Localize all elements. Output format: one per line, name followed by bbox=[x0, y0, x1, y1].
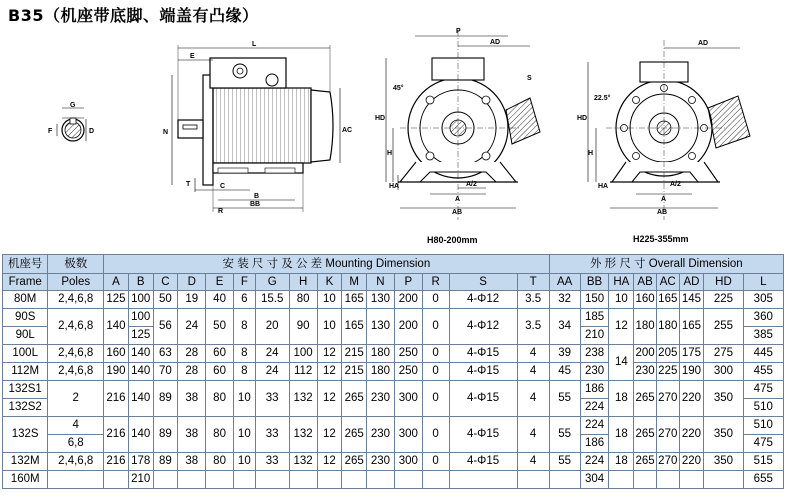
cell bbox=[342, 471, 367, 489]
cell: 100 bbox=[128, 291, 153, 309]
cell: 385 bbox=[743, 327, 783, 345]
cell: 4-Φ12 bbox=[449, 309, 517, 345]
cell: 265 bbox=[634, 417, 657, 453]
cell: 224 bbox=[580, 453, 609, 471]
dim-angle-45: 45° bbox=[393, 85, 404, 92]
cell: 112 bbox=[289, 363, 317, 381]
cell: 224 bbox=[580, 417, 609, 435]
cell: 225 bbox=[704, 291, 743, 309]
cell: 132S1 bbox=[3, 381, 48, 399]
cell: 0 bbox=[422, 417, 449, 453]
cell bbox=[104, 471, 129, 489]
cell: 89 bbox=[153, 381, 178, 417]
cell: 132 bbox=[289, 381, 317, 417]
cell: 8 bbox=[234, 363, 256, 381]
col-r: R bbox=[422, 274, 449, 291]
cell: 0 bbox=[422, 381, 449, 417]
table-row bbox=[3, 309, 784, 327]
cell: 265 bbox=[342, 417, 367, 453]
cell: 350 bbox=[704, 381, 743, 417]
cell: 140 bbox=[104, 309, 129, 345]
cell: 33 bbox=[255, 381, 289, 417]
table-row bbox=[3, 471, 784, 489]
cell: 0 bbox=[422, 345, 449, 363]
cell: 270 bbox=[656, 417, 679, 453]
cell: 15.5 bbox=[255, 291, 289, 309]
cell bbox=[394, 471, 422, 489]
cell: 160 bbox=[104, 345, 129, 363]
cell: 200 bbox=[394, 309, 422, 345]
cell: 63 bbox=[153, 345, 178, 363]
cell bbox=[367, 471, 395, 489]
col-p: P bbox=[394, 274, 422, 291]
cell: 360 bbox=[743, 309, 783, 327]
cell: 10 bbox=[317, 291, 342, 309]
col-ha: HA bbox=[609, 274, 634, 291]
dim-h: H bbox=[387, 150, 393, 157]
cell: 145 bbox=[679, 291, 704, 309]
col-a: A bbox=[104, 274, 129, 291]
dim-a: A bbox=[455, 196, 461, 203]
page-title: B35（机座带底脚、端盖有凸缘） bbox=[8, 6, 259, 25]
cell bbox=[517, 471, 549, 489]
cell: 100 bbox=[289, 345, 317, 363]
header-frame-en: Frame bbox=[3, 274, 48, 291]
col-bb: BB bbox=[580, 274, 609, 291]
cell: 220 bbox=[679, 453, 704, 471]
dim-ab: AB bbox=[452, 209, 463, 216]
cell: 38 bbox=[178, 417, 206, 453]
col-hd: HD bbox=[704, 274, 743, 291]
cell: 238 bbox=[580, 345, 609, 363]
cell: 224 bbox=[580, 399, 609, 417]
col-t: T bbox=[517, 274, 549, 291]
cell: 186 bbox=[580, 381, 609, 399]
cell: 190 bbox=[679, 363, 704, 381]
cell: 350 bbox=[704, 453, 743, 471]
cell: 515 bbox=[743, 453, 783, 471]
cell: 10 bbox=[317, 309, 342, 345]
cell: 132 bbox=[289, 453, 317, 471]
dim-h-large: H bbox=[588, 150, 594, 157]
cell: 510 bbox=[743, 399, 783, 417]
cell bbox=[48, 471, 104, 489]
cell: 24 bbox=[255, 345, 289, 363]
cell: 55 bbox=[549, 453, 580, 471]
caption-h80-200: H80-200mm bbox=[427, 235, 478, 245]
dim-t: T bbox=[186, 181, 191, 188]
dim-b: B bbox=[254, 193, 260, 200]
table-header-row-2 bbox=[3, 274, 784, 291]
cell: 165 bbox=[679, 309, 704, 345]
col-m: M bbox=[342, 274, 367, 291]
cell: 4 bbox=[517, 363, 549, 381]
cell: 4-Φ15 bbox=[449, 381, 517, 417]
dim-ad-large: AD bbox=[698, 40, 709, 47]
cell: 265 bbox=[342, 381, 367, 417]
cell: 150 bbox=[580, 291, 609, 309]
cell: 6 bbox=[234, 291, 256, 309]
cell: 4-Φ15 bbox=[449, 417, 517, 453]
cell: 0 bbox=[422, 309, 449, 345]
cell: 220 bbox=[679, 381, 704, 417]
cell: 165 bbox=[656, 291, 679, 309]
cell: 90S bbox=[3, 309, 48, 327]
cell: 270 bbox=[656, 381, 679, 417]
cell: 230 bbox=[580, 363, 609, 381]
dim-d: D bbox=[89, 128, 95, 135]
cell: 10 bbox=[609, 291, 634, 309]
cell: 60 bbox=[206, 363, 234, 381]
cell: 300 bbox=[704, 363, 743, 381]
cell: 185 bbox=[580, 309, 609, 327]
cell: 80 bbox=[206, 417, 234, 453]
motor-side-view bbox=[163, 41, 352, 215]
cell: 6,8 bbox=[48, 435, 104, 453]
cell: 265 bbox=[634, 453, 657, 471]
col-aa: AA bbox=[549, 274, 580, 291]
dim-hd: HD bbox=[375, 115, 386, 122]
cell: 90L bbox=[3, 327, 48, 345]
header-mounting-dimension: 安 装 尺 寸 及 公 差 Mounting Dimension bbox=[104, 255, 550, 274]
cell: 4-Φ15 bbox=[449, 345, 517, 363]
cell: 655 bbox=[743, 471, 783, 489]
cell: 210 bbox=[128, 471, 153, 489]
cell: 160 bbox=[634, 291, 657, 309]
cell: 186 bbox=[580, 435, 609, 453]
cell: 220 bbox=[679, 417, 704, 453]
dim-f: F bbox=[48, 128, 53, 135]
cell: 225 bbox=[656, 363, 679, 381]
cell: 305 bbox=[743, 291, 783, 309]
col-ab: AB bbox=[634, 274, 657, 291]
cell bbox=[317, 471, 342, 489]
cell: 300 bbox=[394, 453, 422, 471]
cell: 2,4,6,8 bbox=[48, 363, 104, 381]
cell: 455 bbox=[743, 363, 783, 381]
cell: 12 bbox=[317, 345, 342, 363]
cell: 80 bbox=[206, 453, 234, 471]
cell: 250 bbox=[394, 345, 422, 363]
cell bbox=[549, 471, 580, 489]
motor-end-view-large bbox=[577, 40, 750, 244]
cell: 140 bbox=[128, 381, 153, 417]
dim-hd-large: HD bbox=[577, 115, 588, 122]
cell: 178 bbox=[128, 453, 153, 471]
dim-p: P bbox=[456, 28, 461, 35]
cell: 125 bbox=[128, 327, 153, 345]
cell: 132 bbox=[289, 417, 317, 453]
cell: 140 bbox=[128, 345, 153, 363]
table-row bbox=[3, 381, 784, 399]
cell: 230 bbox=[367, 453, 395, 471]
table-row bbox=[3, 291, 784, 309]
dim-e: E bbox=[190, 53, 195, 60]
dim-ad: AD bbox=[490, 39, 501, 46]
cell: 165 bbox=[342, 291, 367, 309]
cell: 40 bbox=[206, 291, 234, 309]
dimension-table bbox=[2, 254, 784, 489]
cell: 270 bbox=[656, 453, 679, 471]
cell: 55 bbox=[549, 381, 580, 417]
cell bbox=[634, 471, 657, 489]
cell: 8 bbox=[234, 345, 256, 363]
cell: 10 bbox=[234, 417, 256, 453]
cell: 130 bbox=[367, 291, 395, 309]
cell: 112M bbox=[3, 363, 48, 381]
cell: 132S2 bbox=[3, 399, 48, 417]
cell: 200 bbox=[634, 345, 657, 363]
cell: 0 bbox=[422, 363, 449, 381]
cell: 24 bbox=[178, 309, 206, 345]
cell: 165 bbox=[342, 309, 367, 345]
cell: 255 bbox=[704, 309, 743, 345]
dim-n: N bbox=[163, 129, 169, 136]
dim-g: G bbox=[70, 102, 76, 109]
cell: 18 bbox=[609, 417, 634, 453]
cell: 8 bbox=[234, 309, 256, 345]
cell: 4 bbox=[517, 381, 549, 417]
cell: 210 bbox=[580, 327, 609, 345]
cell: 12 bbox=[317, 417, 342, 453]
cell: 38 bbox=[178, 381, 206, 417]
cell: 4-Φ12 bbox=[449, 291, 517, 309]
cell: 28 bbox=[178, 363, 206, 381]
cell: 80 bbox=[206, 381, 234, 417]
col-k: K bbox=[317, 274, 342, 291]
cell: 18 bbox=[609, 453, 634, 471]
cell: 250 bbox=[394, 363, 422, 381]
col-n: N bbox=[367, 274, 395, 291]
cell: 265 bbox=[342, 453, 367, 471]
cell: 80 bbox=[289, 291, 317, 309]
cell: 33 bbox=[255, 453, 289, 471]
cell: 10 bbox=[234, 381, 256, 417]
cell: 2,4,6,8 bbox=[48, 345, 104, 363]
cell: 130 bbox=[367, 309, 395, 345]
table-header-row-1 bbox=[3, 255, 784, 274]
dimension-table-wrapper bbox=[2, 254, 788, 502]
cell: 0 bbox=[422, 453, 449, 471]
col-ac: AC bbox=[656, 274, 679, 291]
cell: 140 bbox=[128, 363, 153, 381]
dim-a-large: A bbox=[661, 196, 667, 203]
cell: 4 bbox=[517, 417, 549, 453]
cell: 300 bbox=[394, 417, 422, 453]
cell bbox=[704, 471, 743, 489]
cell: 39 bbox=[549, 345, 580, 363]
cell: 350 bbox=[704, 417, 743, 453]
cell: 100 bbox=[128, 309, 153, 327]
cell: 190 bbox=[104, 363, 129, 381]
caption-h225-355: H225-355mm bbox=[633, 234, 689, 244]
cell: 20 bbox=[255, 309, 289, 345]
cell: 215 bbox=[342, 345, 367, 363]
cell: 70 bbox=[153, 363, 178, 381]
cell bbox=[234, 471, 256, 489]
cell: 34 bbox=[549, 309, 580, 345]
cell: 3.5 bbox=[517, 309, 549, 345]
cell: 10 bbox=[234, 453, 256, 471]
cell: 216 bbox=[104, 381, 129, 417]
cell: 2,4,6,8 bbox=[48, 309, 104, 345]
col-c: C bbox=[153, 274, 178, 291]
cell: 12 bbox=[317, 453, 342, 471]
cell: 4 bbox=[517, 453, 549, 471]
cell: 12 bbox=[609, 309, 634, 345]
cell: 125 bbox=[104, 291, 129, 309]
table-row bbox=[3, 417, 784, 435]
cell: 56 bbox=[153, 309, 178, 345]
dim-s: S bbox=[527, 75, 532, 82]
col-g: G bbox=[255, 274, 289, 291]
table-row bbox=[3, 363, 784, 381]
cell: 132M bbox=[3, 453, 48, 471]
header-poles-cn: 极数 bbox=[48, 255, 104, 274]
cell: 4 bbox=[48, 417, 104, 435]
cell: 180 bbox=[634, 309, 657, 345]
col-ad: AD bbox=[679, 274, 704, 291]
col-d: D bbox=[178, 274, 206, 291]
cell: 28 bbox=[178, 345, 206, 363]
dim-a2-large: A/2 bbox=[670, 181, 681, 188]
cell: 80M bbox=[3, 291, 48, 309]
cell: 2,4,6,8 bbox=[48, 453, 104, 471]
cell bbox=[255, 471, 289, 489]
cell: 475 bbox=[743, 381, 783, 399]
cell: 230 bbox=[367, 417, 395, 453]
cell: 4-Φ15 bbox=[449, 363, 517, 381]
cell: 2 bbox=[48, 381, 104, 417]
cell: 265 bbox=[634, 381, 657, 417]
cell: 300 bbox=[394, 381, 422, 417]
cell: 140 bbox=[128, 417, 153, 453]
cell bbox=[289, 471, 317, 489]
cell bbox=[206, 471, 234, 489]
col-b: B bbox=[128, 274, 153, 291]
cell: 14 bbox=[609, 345, 634, 381]
col-h: H bbox=[289, 274, 317, 291]
cell: 216 bbox=[104, 417, 129, 453]
cell: 89 bbox=[153, 417, 178, 453]
cell: 200 bbox=[394, 291, 422, 309]
cell: 205 bbox=[656, 345, 679, 363]
cell: 275 bbox=[704, 345, 743, 363]
header-frame-cn: 机座号 bbox=[3, 255, 48, 274]
cell: 38 bbox=[178, 453, 206, 471]
table-row bbox=[3, 345, 784, 363]
cell: 230 bbox=[634, 363, 657, 381]
dim-c: C bbox=[220, 183, 226, 190]
cell: 160M bbox=[3, 471, 48, 489]
table-row bbox=[3, 453, 784, 471]
cell: 4 bbox=[517, 345, 549, 363]
cell: 12 bbox=[317, 363, 342, 381]
dim-ha: HA bbox=[389, 183, 400, 190]
cell: 4-Φ15 bbox=[449, 453, 517, 471]
cell bbox=[178, 471, 206, 489]
cell: 18 bbox=[609, 381, 634, 417]
col-e: E bbox=[206, 274, 234, 291]
cell: 50 bbox=[153, 291, 178, 309]
cell: 304 bbox=[580, 471, 609, 489]
cell: 89 bbox=[153, 453, 178, 471]
cell: 216 bbox=[104, 453, 129, 471]
col-f: F bbox=[234, 274, 256, 291]
dim-ab-large: AB bbox=[657, 209, 668, 216]
motor-end-view-small bbox=[375, 28, 540, 245]
dim-l: L bbox=[252, 41, 257, 48]
cell bbox=[609, 471, 634, 489]
dim-bb: BB bbox=[250, 201, 261, 208]
cell: 100L bbox=[3, 345, 48, 363]
cell: 24 bbox=[255, 363, 289, 381]
cell: 33 bbox=[255, 417, 289, 453]
header-overall-dimension: 外 形 尺 寸 Overall Dimension bbox=[549, 255, 783, 274]
dim-angle-22-5: 22.5° bbox=[594, 95, 611, 102]
cell: 475 bbox=[743, 435, 783, 453]
cell: 445 bbox=[743, 345, 783, 363]
cell: 2,4,6,8 bbox=[48, 291, 104, 309]
cell: 132S bbox=[3, 417, 48, 453]
cell bbox=[679, 471, 704, 489]
cell bbox=[656, 471, 679, 489]
dim-ac: AC bbox=[342, 127, 353, 134]
cell: 3.5 bbox=[517, 291, 549, 309]
cell: 510 bbox=[743, 417, 783, 435]
dim-ha-large: HA bbox=[598, 183, 609, 190]
cell: 32 bbox=[549, 291, 580, 309]
header-poles-en: Poles bbox=[48, 274, 104, 291]
cell: 12 bbox=[317, 381, 342, 417]
cell: 0 bbox=[422, 291, 449, 309]
cell: 175 bbox=[679, 345, 704, 363]
cell: 215 bbox=[342, 363, 367, 381]
cell: 180 bbox=[656, 309, 679, 345]
cell bbox=[449, 471, 517, 489]
cell: 180 bbox=[367, 345, 395, 363]
cell bbox=[153, 471, 178, 489]
cell: 19 bbox=[178, 291, 206, 309]
cell: 45 bbox=[549, 363, 580, 381]
cell: 230 bbox=[367, 381, 395, 417]
dim-a2: A/2 bbox=[466, 181, 477, 188]
cell: 50 bbox=[206, 309, 234, 345]
col-l: L bbox=[743, 274, 783, 291]
cell: 55 bbox=[549, 417, 580, 453]
col-s: S bbox=[449, 274, 517, 291]
cell: 90 bbox=[289, 309, 317, 345]
shaft-section-detail bbox=[48, 102, 94, 141]
cell: 60 bbox=[206, 345, 234, 363]
cell: 180 bbox=[367, 363, 395, 381]
dim-r: R bbox=[218, 208, 224, 215]
cell bbox=[422, 471, 449, 489]
